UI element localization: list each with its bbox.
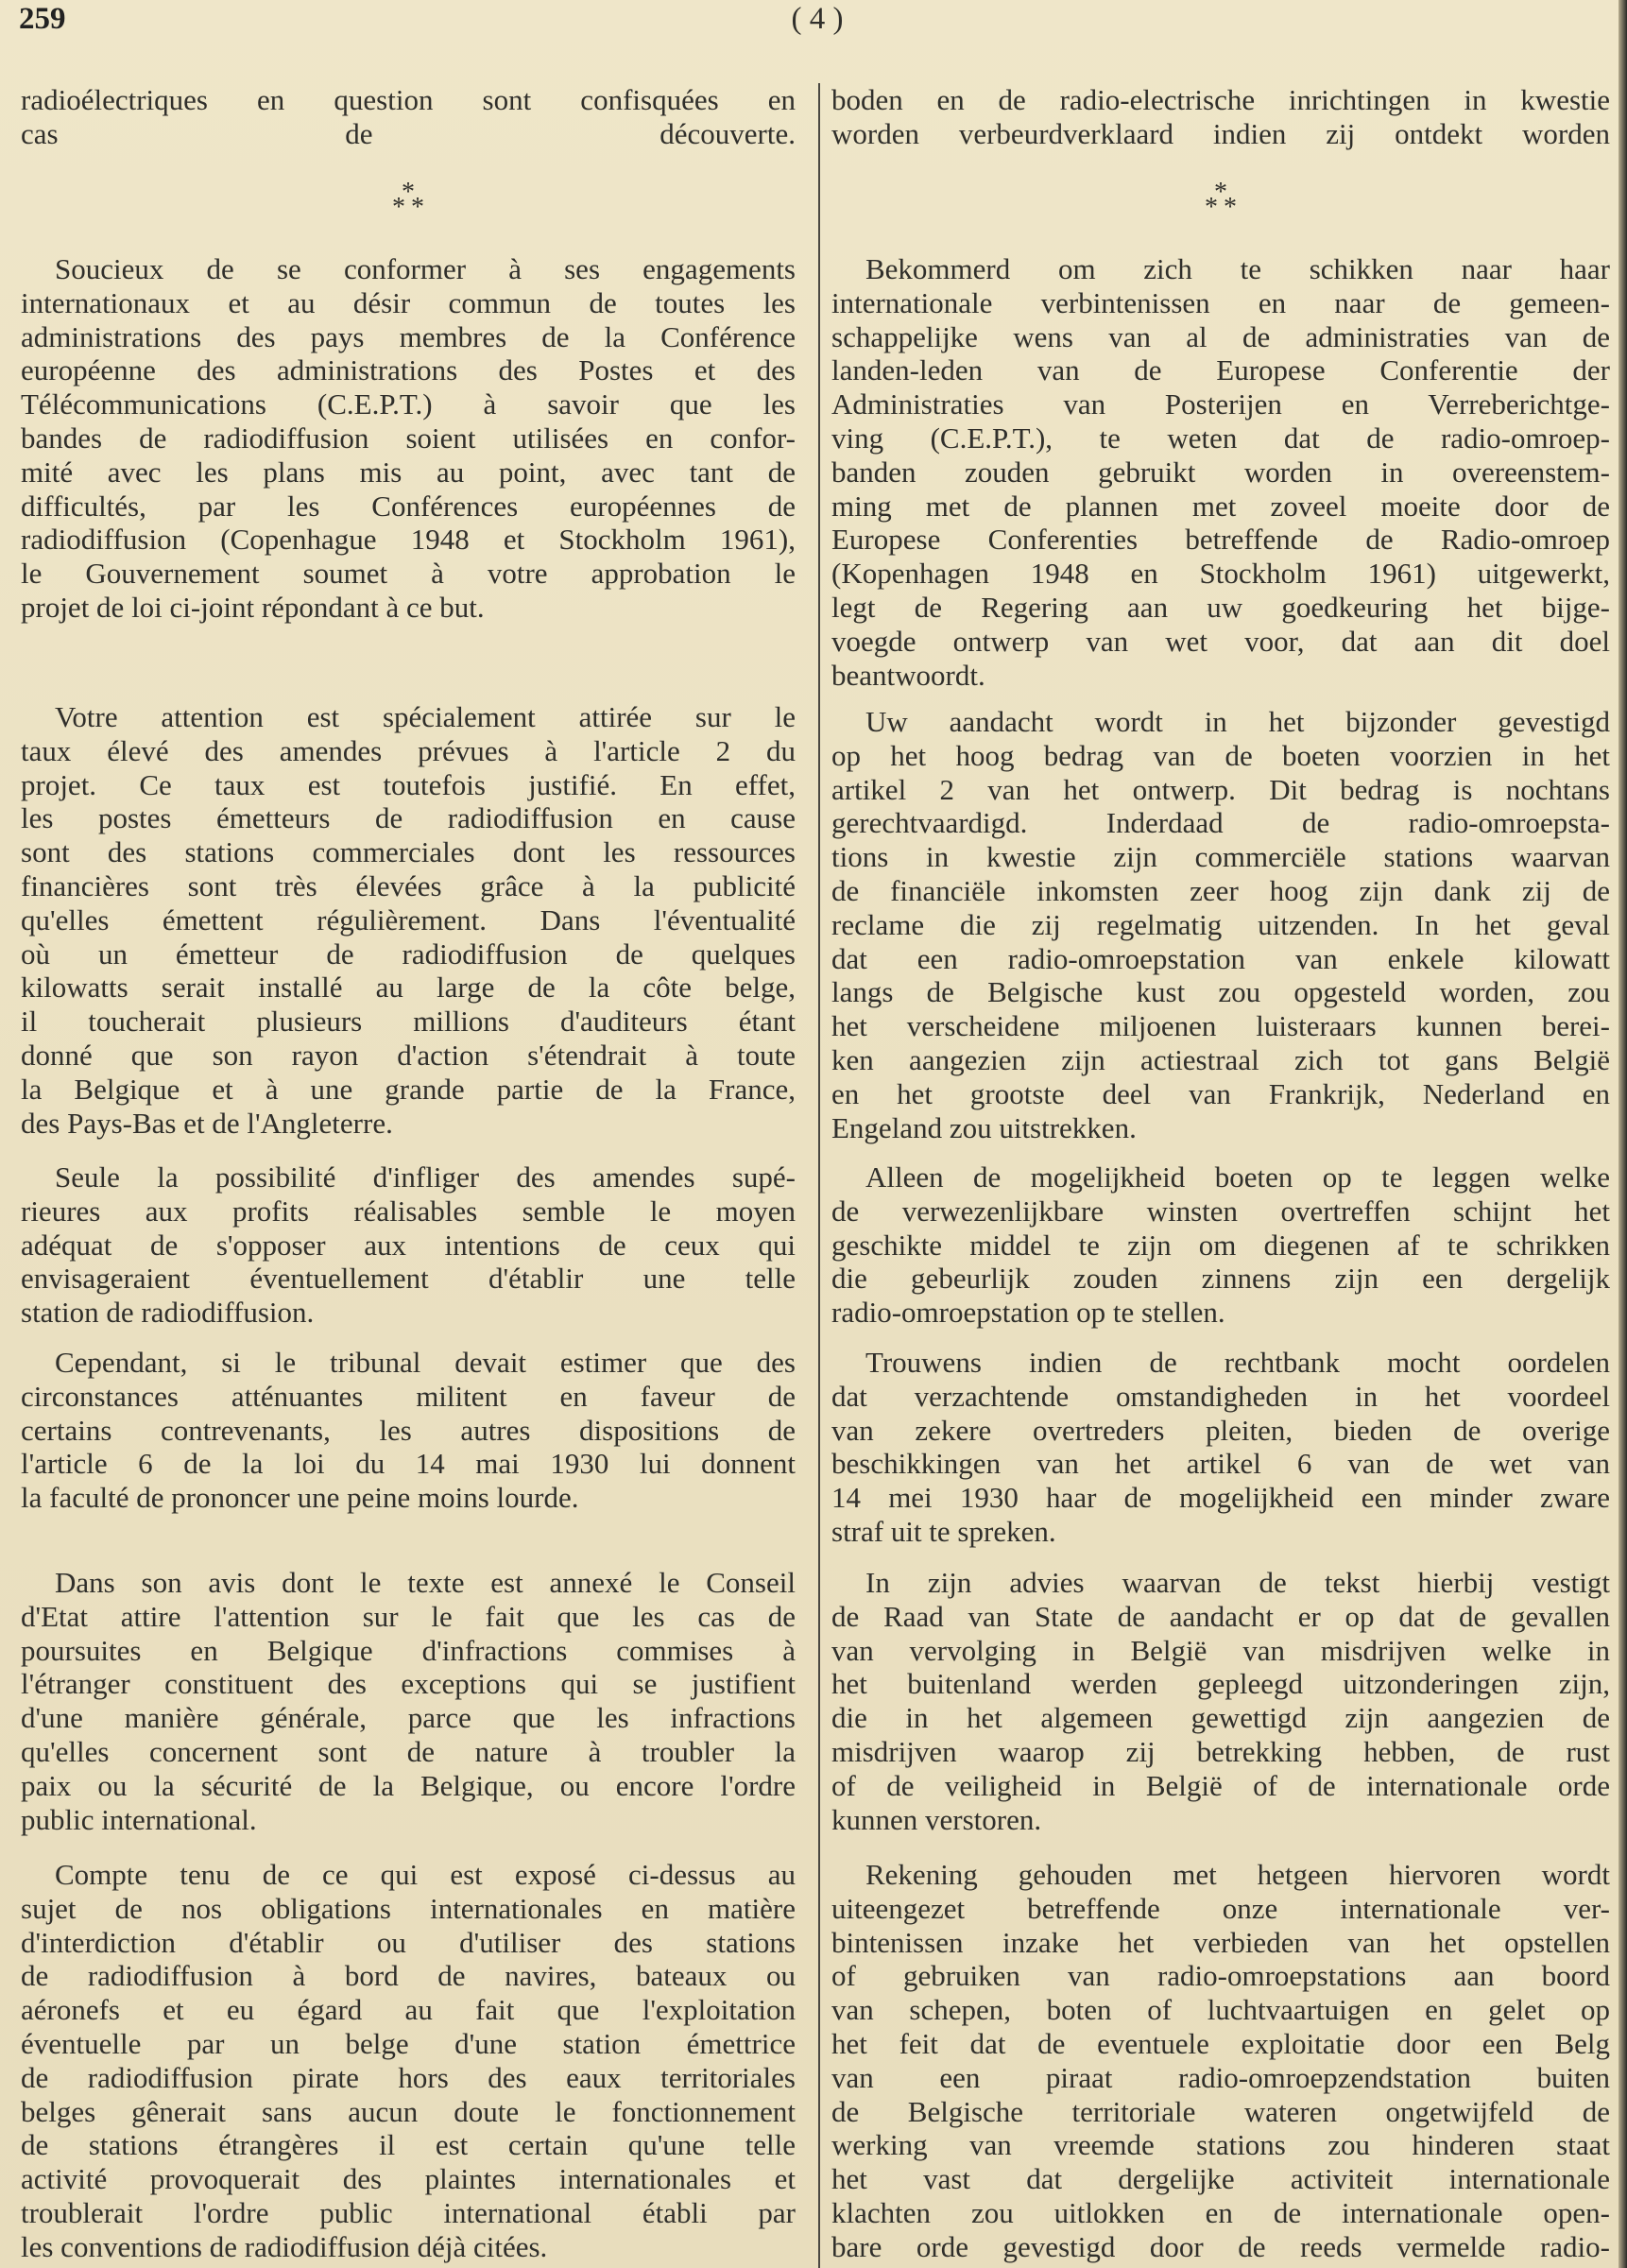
text-line: bandes de radiodiffusion soient utilisées en confor- [21,421,796,455]
paragraph [831,1160,1610,1330]
text-line: Uw aandacht wordt in het bijzonder gevestigd [865,705,1610,738]
text-line: station de radiodiffusion. [21,1296,315,1330]
section-separator-asterism [380,178,437,222]
paragraph [21,1160,796,1330]
text-line: geschikte middel te zijn om diegenen af te schrikken [831,1228,1610,1262]
text-line: internationaux et au désir commun de toutes les [21,285,796,319]
text-line: Cependant, si le tribunal devait estimer que des [55,1346,796,1379]
text-line: de stations étrangères il est certain qu'une telle [21,2128,796,2162]
text-line: radioélectriques en question sont confisquées en [21,83,796,116]
text-line: Bekommerd om zich te schikken naar haar [865,252,1610,285]
text-line: het buitenland werden gepleegd uitzonderingen zijn, [831,1667,1610,1701]
text-line: beschikkingen van het artikel 6 van de wet van [831,1447,1610,1481]
text-line: van zekere overtreders pleiten, bieden de overige [831,1413,1610,1447]
text-line: la Belgique et à une grande partie de la France, [21,1072,796,1106]
text-line: (Kopenhagen 1948 en Stockholm 1961) uitgewerkt, [831,557,1610,591]
text-line: gerechtvaardigd. Inderdaad de radio-omroepsta- [831,806,1610,840]
paragraph [21,1566,796,1836]
text-line: administrations des pays membres de la Conférence [21,319,796,353]
text-line: Télécommunications (C.E.P.T.) à savoir que les [21,387,796,421]
text-line: le Gouvernement soumet à votre approbation le [21,557,796,591]
text-line: boden en de radio-electrische inrichtingen in kwestie [831,83,1610,116]
text-line: kunnen verstoren. [831,1802,1042,1836]
dutch-column [831,0,1610,2268]
text-line: poursuites en Belgique d'infractions commises à [21,1633,796,1667]
text-line: landen-leden van de Europese Conferentie der [831,353,1610,387]
text-line: Trouwens indien de rechtbank mocht oordelen [865,1346,1610,1379]
text-line: d'interdiction d'établir ou d'utiliser des stations [21,1925,796,1959]
text-line: adéquat de s'opposer aux intentions de ceux qui [21,1228,796,1262]
text-line: het vast dat dergelijke activiteit internationale [831,2162,1610,2196]
text-line: kilowatts serait installé au large de la côte belge, [21,971,796,1005]
text-line: Europese Conferenties betreffende de Radio-omroep [831,523,1610,557]
text-line: qu'elles concernent sont de nature à troubler la [21,1734,796,1768]
asterisk: * [1214,178,1227,207]
text-line: internationale verbintenissen en naar de gemeen- [831,285,1610,319]
text-line: il toucherait plusieurs millions d'auditeurs étant [21,1005,796,1039]
paragraph [831,1566,1610,1836]
text-line: voegde ontwerp van wet voor, dat aan dit doel [831,624,1610,658]
paragraph [21,1858,796,2264]
text-line: 14 mei 1930 haar de mogelijkheid een minder zware [831,1481,1610,1515]
column-divider [818,83,820,2268]
paragraph [831,83,1610,151]
text-line: bintenissen inzake het verbieden van het opstellen [831,1925,1610,1959]
text-line: of gebruiken van radio-omroepstations aan boord [831,1959,1610,1993]
text-line: of de veiligheid in België of de internationale orde [831,1768,1610,1802]
text-line: Soucieux de se conformer à ses engagements [55,252,796,285]
text-line: d'Etat attire l'attention sur le fait que les cas de [21,1599,796,1633]
text-line: reclame die zij regelmatig uitzenden. In het geval [831,907,1610,941]
text-line: Seule la possibilité d'infliger des amendes supé- [55,1160,796,1194]
text-line: die in het algemeen gewettigd zijn aangezien de [831,1701,1610,1735]
text-line: die gebeurlijk zouden zinnens zijn een dergelijk [831,1262,1610,1296]
text-line: klachten zou uitlokken en de internationale open- [831,2195,1610,2229]
text-line: qu'elles émettent régulièrement. Dans l'éventualité [21,902,796,936]
text-line: projet de loi ci-joint répondant à ce but. [21,590,485,624]
text-line: Engeland zou uitstrekken. [831,1110,1137,1144]
text-line: de Belgische territoriale wateren ongetwijfeld de [831,2094,1610,2128]
asterisk: * [402,178,415,207]
text-line: uiteengezet betreffende onze internationale ver- [831,1891,1610,1925]
text-line: radiodiffusion (Copenhague 1948 et Stockholm 1961), [21,523,796,557]
text-line: van vervolging in België van misdrijven welke in [831,1633,1610,1667]
text-line: où un émetteur de radiodiffusion de quelques [21,936,796,971]
text-line: op het hoog bedrag van de boeten voorzien in het [831,738,1610,772]
text-line: aéronefs et eu égard au fait que l'exploitation [21,1993,796,2027]
text-line: Alleen de mogelijkheid boeten op te leggen welke [865,1160,1610,1194]
text-line: européenne des administrations des Postes et des [21,353,796,387]
paragraph [21,1346,796,1515]
text-line: les postes émetteurs de radiodiffusion en cause [21,801,796,835]
text-line: taux élevé des amendes prévues à l'article 2 du [21,733,796,767]
paragraph [21,252,796,625]
text-line: Administraties van Posterijen en Verreberichtge- [831,387,1610,421]
text-line: des Pays-Bas et de l'Angleterre. [21,1106,393,1140]
text-line: la faculté de prononcer une peine moins lourde. [21,1481,579,1515]
text-line: ving (C.E.P.T.), te weten dat de radio-omroep- [831,421,1610,455]
paragraph [831,1346,1610,1549]
paragraph [21,83,796,151]
text-line: financières sont très élevées grâce à la publicité [21,868,796,902]
text-line: troublerait l'ordre public international établi par [21,2195,796,2229]
text-line: activité provoquerait des plaintes internationales et [21,2162,796,2196]
asterisk: * [392,193,405,222]
text-line: de financiële inkomsten zeer hoog zijn dank zij de [831,873,1610,907]
text-line: schappelijke wens van al de administraties van de [831,319,1610,353]
text-line: mité avec les plans mis au point, avec tant de [21,455,796,489]
text-line: van een piraat radio-omroepzendstation buiten [831,2060,1610,2094]
text-line: tions in kwestie zijn commerciële stations waarvan [831,840,1610,874]
scan-edge [1618,0,1627,2268]
text-line: éventuelle par un belge d'une station émettrice [21,2026,796,2060]
text-line: l'étranger constituent des exceptions qui se justifient [21,1667,796,1701]
text-line: straf uit te spreken. [831,1514,1056,1548]
text-line: banden zouden gebruikt worden in overeenstem- [831,455,1610,489]
text-line: radio-omroepstation op te stellen. [831,1296,1225,1330]
text-line: paix ou la sécurité de la Belgique, ou encore l'ordre [21,1768,796,1802]
text-line: sont des stations commerciales dont les ressources [21,835,796,869]
text-line: worden verbeurdverklaard indien zij ontdekt worden [831,116,1610,150]
asterisk: * [411,193,424,222]
text-line: rieures aux profits réalisables semble le moyen [21,1194,796,1228]
text-line: artikel 2 van het ontwerp. Dit bedrag is nochtans [831,772,1610,806]
text-line: van schepen, boten of luchtvaartuigen en gelet op [831,1993,1610,2027]
text-line: d'une manière générale, parce que les infractions [21,1701,796,1735]
text-line: langs de Belgische kust zou opgesteld worden, zou [831,975,1610,1009]
text-line: ken aangezien zijn actiestraal zich tot gans België [831,1042,1610,1076]
text-line: certains contrevenants, les autres dispositions de [21,1413,796,1447]
text-line: envisageraient éventuellement d'établir une telle [21,1262,796,1296]
text-line: belges gênerait sans aucun doute le fonctionnement [21,2094,796,2128]
text-line: beantwoordt. [831,658,985,692]
section-number: ( 4 ) [791,2,844,36]
page-number: 259 [19,2,66,36]
text-line: werking van vreemde stations zou hinderen staat [831,2128,1610,2162]
text-line: les conventions de radiodiffusion déjà citées. [21,2229,548,2263]
paragraph [21,700,796,1140]
text-line: de radiodiffusion à bord de navires, bateaux ou [21,1959,796,1993]
text-line: projet. Ce taux est toutefois justifié. En effet, [21,767,796,801]
text-line: Compte tenu de ce qui est exposé ci-dessus au [55,1858,796,1891]
paragraph [831,1858,1610,2264]
text-line: Dans son avis dont le texte est annexé le Conseil [55,1566,796,1599]
text-line: dat een radio-omroepstation van enkele kilowatt [831,941,1610,975]
asterisk: * [1205,193,1218,222]
asterisk: * [1224,193,1237,222]
text-line: donné que son rayon d'action s'étendrait à toute [21,1038,796,1072]
text-line: bare orde gevestigd door de reeds vermelde radio- [831,2229,1610,2263]
text-line: de radiodiffusion pirate hors des eaux territoriales [21,2060,796,2094]
text-line: In zijn advies waarvan de tekst hierbij vestigt [865,1566,1610,1599]
text-line: ming met de plannen met zoveel moeite door de [831,489,1610,523]
text-line: misdrijven waarop zij betrekking hebben, de rust [831,1734,1610,1768]
text-line: de verwezenlijkbare winsten overtreffen schijnt het [831,1194,1610,1228]
text-line: cas de découverte. [21,116,796,150]
paragraph [831,705,1610,1144]
text-line: Rekening gehouden met hetgeen hiervoren wordt [865,1858,1610,1891]
section-separator-asterism [1192,178,1249,222]
text-line: circonstances atténuantes militent en faveur de [21,1379,796,1413]
text-line: en het grootste deel van Frankrijk, Nederland en [831,1076,1610,1110]
text-line: difficultés, par les Conférences européennes de [21,489,796,523]
paragraph [831,252,1610,692]
text-line: het verscheidene miljoenen luisteraars kunnen berei- [831,1009,1610,1043]
text-line: legt de Regering aan uw goedkeuring het bijge- [831,590,1610,624]
text-line: sujet de nos obligations internationales en matière [21,1891,796,1925]
text-line: l'article 6 de la loi du 14 mai 1930 lui donnent [21,1447,796,1481]
text-line: public international. [21,1802,257,1836]
text-line: het feit dat de eventuele exploitatie door een Belg [831,2026,1610,2060]
french-column [21,0,796,2268]
text-line: dat verzachtende omstandigheden in het voordeel [831,1379,1610,1413]
text-line: Votre attention est spécialement attirée sur le [55,700,796,733]
text-line: de Raad van State de aandacht er op dat de gevallen [831,1599,1610,1633]
